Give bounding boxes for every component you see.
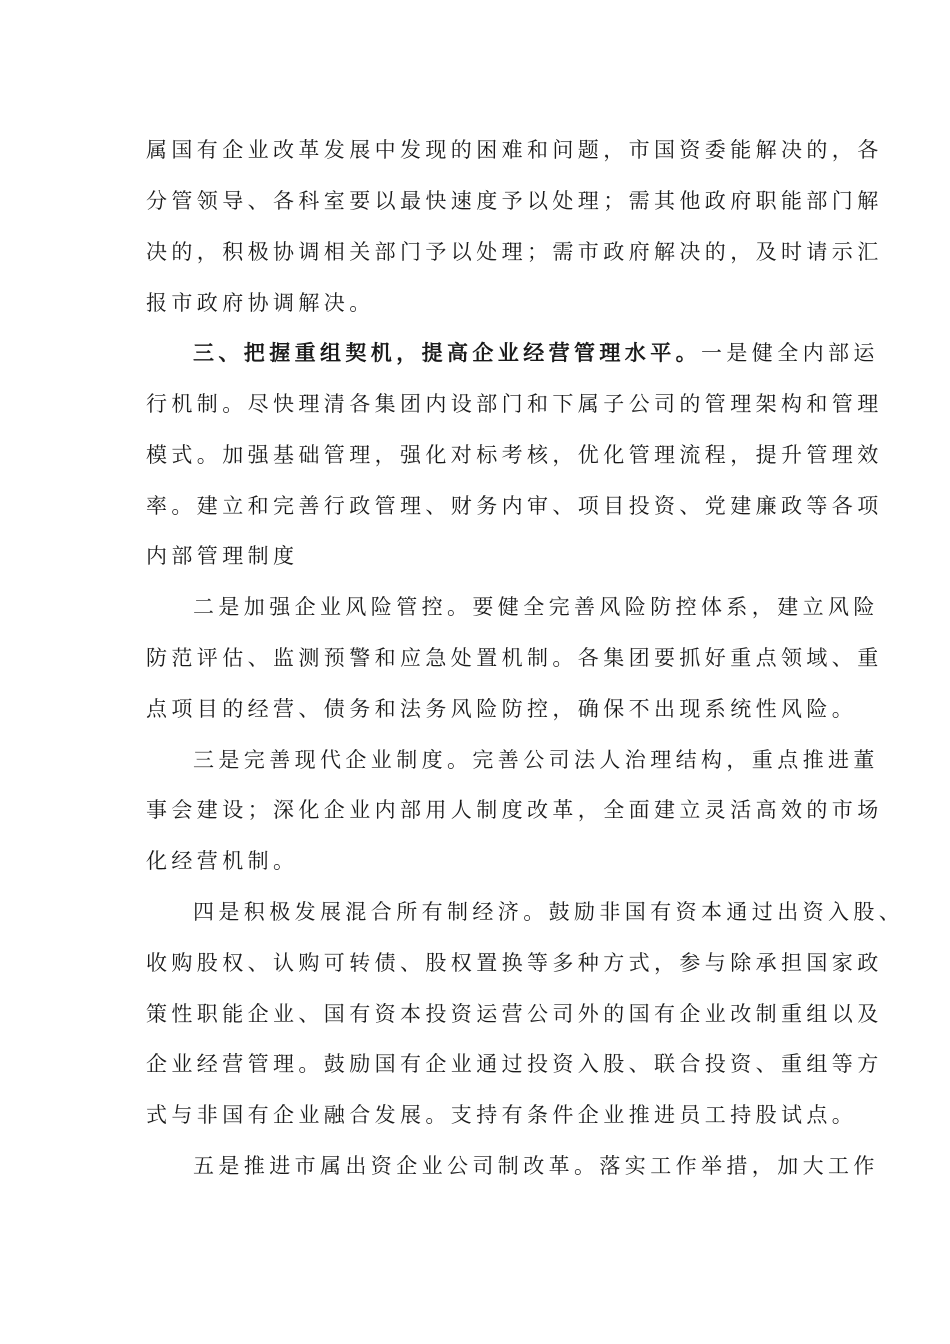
paragraph-line: 内部管理制度 <box>146 544 299 568</box>
paragraph-line: 行机制。尽快理清各集团内设部门和下属子公司的管理架构和管理 <box>146 392 883 416</box>
paragraph-line: 企业经营管理。鼓励国有企业通过投资入股、联合投资、重组等方 <box>146 1052 883 1076</box>
paragraph-line: 模式。加强基础管理，强化对标考核，优化管理流程，提升管理效 <box>146 443 883 467</box>
paragraph-first-line: 二是加强企业风险管控。要健全完善风险防控体系，建立风险 <box>193 595 879 619</box>
paragraph-line: 率。建立和完善行政管理、财务内审、项目投资、党建廉政等各项 <box>146 494 883 518</box>
paragraph-line: 分管领导、各科室要以最快速度予以处理；需其他政府职能部门解 <box>146 189 883 213</box>
paragraph-line: 报市政府协调解决。 <box>146 291 375 315</box>
paragraph-line: 防范评估、监测预警和应急处置机制。各集团要抓好重点领域、重 <box>146 646 883 670</box>
paragraph-line: 收购股权、认购可转债、股权置换等多种方式，参与除承担国家政 <box>146 951 883 975</box>
paragraph-line: 点项目的经营、债务和法务风险防控，确保不出现系统性风险。 <box>146 697 858 721</box>
paragraph-line: 式与非国有企业融合发展。支持有条件企业推进员工持股试点。 <box>146 1103 858 1127</box>
paragraph-first-line: 三是完善现代企业制度。完善公司法人治理结构，重点推进董 <box>193 748 879 772</box>
paragraph-line: 决的，积极协调相关部门予以处理；需市政府解决的，及时请示汇 <box>146 240 883 264</box>
section-heading: 三、把握重组契机，提高企业经营管理水平。 <box>193 340 701 365</box>
paragraph-line: 化经营机制。 <box>146 849 299 873</box>
heading-continuation: 一是健全内部运 <box>701 341 879 365</box>
paragraph-first-line: 四是积极发展混合所有制经济。鼓励非国有资本通过出资入股、 <box>193 900 905 924</box>
paragraph-line: 属国有企业改革发展中发现的困难和问题，市国资委能解决的，各 <box>146 138 883 162</box>
paragraph-first-line: 五是推进市属出资企业公司制改革。落实工作举措，加大工作 <box>193 1154 879 1178</box>
paragraph-line: 事会建设；深化企业内部用人制度改革，全面建立灵活高效的市场 <box>146 798 883 822</box>
section-heading-line <box>193 333 879 373</box>
paragraph-line: 策性职能企业、国有资本投资运营公司外的国有企业改制重组以及 <box>146 1002 883 1026</box>
